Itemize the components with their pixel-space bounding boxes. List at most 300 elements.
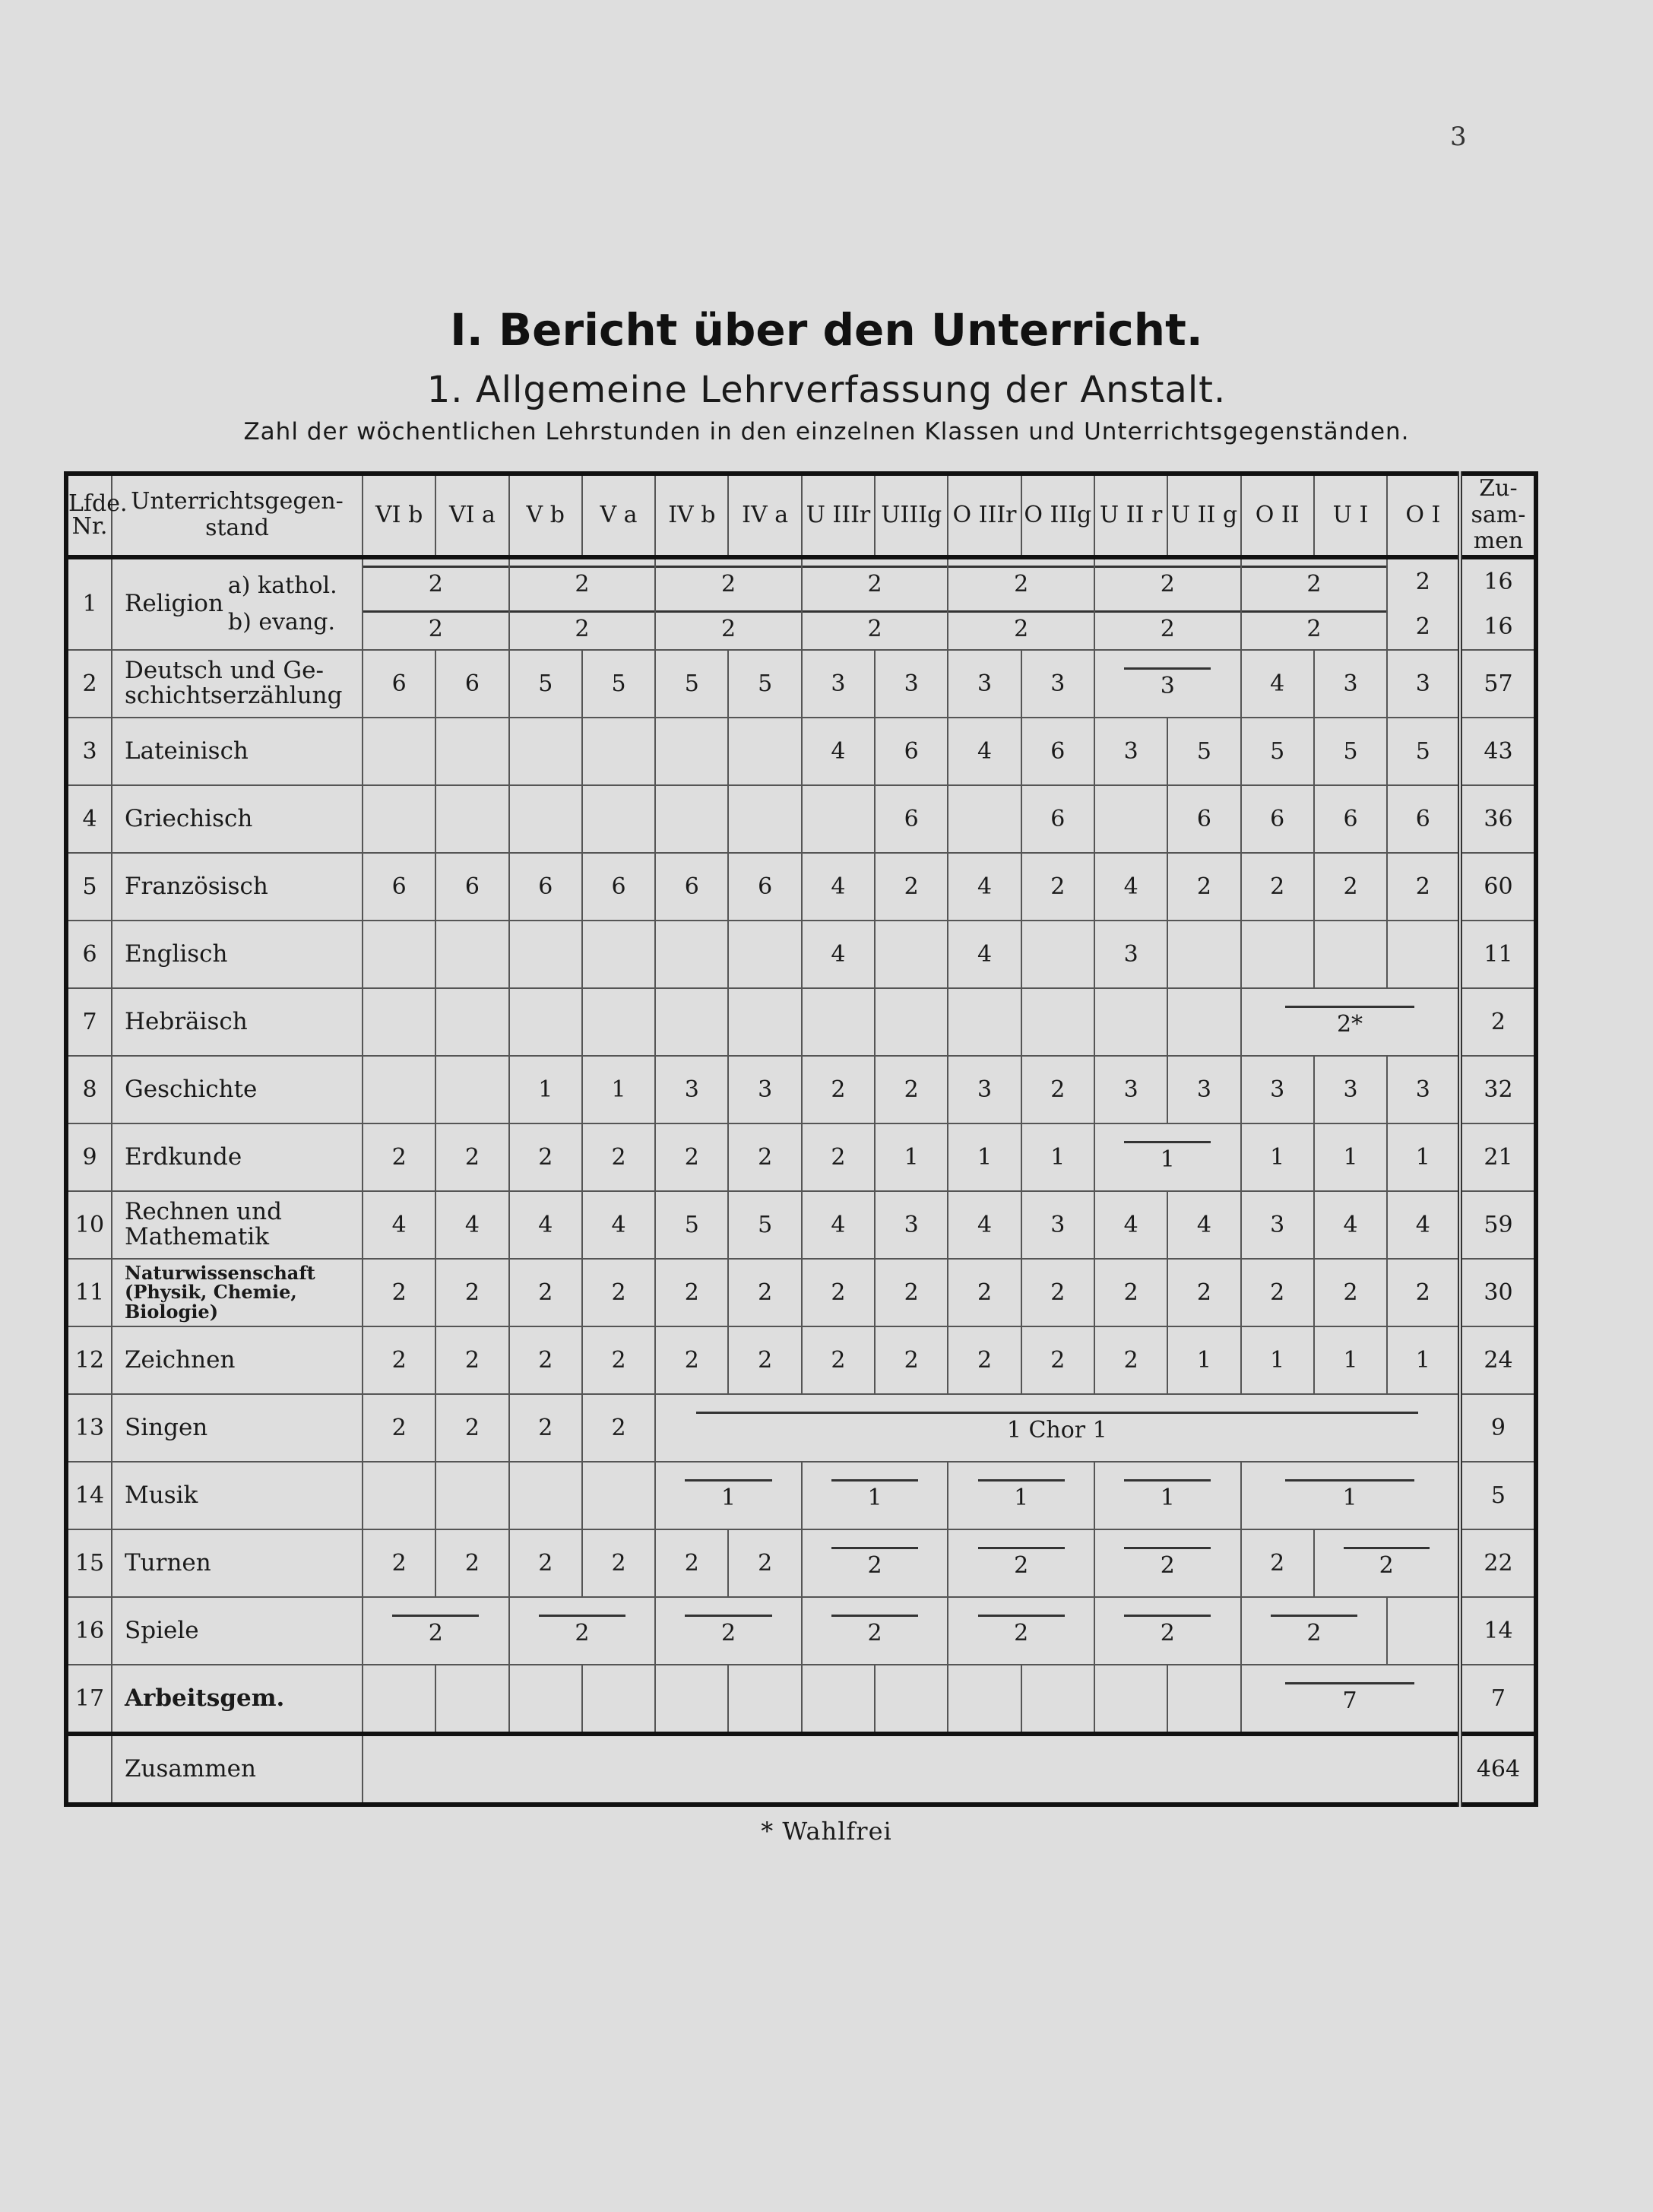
cell-value: 2 — [803, 566, 948, 597]
header-class: IV a — [728, 474, 801, 557]
table-row — [66, 1056, 1536, 1123]
cell-empty — [582, 785, 655, 853]
header-class: U IIIr — [802, 474, 875, 557]
cell-value — [1241, 1665, 1461, 1734]
cell-empty — [509, 785, 582, 853]
cell-value — [1094, 1123, 1241, 1191]
cell-value: 2 — [1021, 1326, 1094, 1394]
row-nr: 17 — [66, 1665, 112, 1734]
cell-empty — [509, 1665, 582, 1734]
cell-empty — [582, 1462, 655, 1529]
cell-empty — [655, 785, 728, 853]
cell-value — [948, 1462, 1094, 1529]
cell-value: 5 — [655, 1191, 728, 1259]
religion-option-b: b) evang. — [227, 608, 335, 635]
row-subject: Erdkunde — [112, 1123, 363, 1191]
cell-value: 2 — [1095, 566, 1240, 597]
cell-value: 3 — [1314, 650, 1387, 718]
header-class: O I — [1387, 474, 1460, 557]
row-nr: 4 — [66, 785, 112, 853]
cell-value: 2 — [435, 1259, 508, 1326]
cell-value: 2 — [1241, 1259, 1314, 1326]
cell-group — [948, 557, 1094, 650]
cell-value: 4 — [802, 853, 875, 921]
cell-value: 2 — [656, 566, 801, 597]
cell-empty — [655, 718, 728, 785]
table-row — [66, 1394, 1536, 1462]
row-nr: 1 — [66, 557, 112, 650]
cell-value: 2 — [1021, 853, 1094, 921]
sum-a: 16 — [1484, 568, 1513, 595]
cell-empty — [948, 785, 1021, 853]
cell-value: 2 — [802, 1123, 875, 1191]
cell-value: 2 — [509, 1123, 582, 1191]
cell-value: 4 — [802, 718, 875, 785]
cell-value: 4 — [948, 853, 1021, 921]
cell-value: 3 — [1387, 1056, 1460, 1123]
cell-value: 4 — [1314, 1191, 1387, 1259]
header-class: UIIIg — [875, 474, 948, 557]
row-sum: 24 — [1460, 1326, 1536, 1394]
footnote: * Wahlfrei — [761, 1817, 892, 1846]
brace-value: 2 — [978, 1547, 1065, 1579]
table-row — [66, 988, 1536, 1056]
cell-empty — [1094, 785, 1167, 853]
cell-value: 5 — [1241, 718, 1314, 785]
cell-value: 2 — [582, 1326, 655, 1394]
brace-value: 1 — [685, 1479, 771, 1511]
cell-value: 5 — [1314, 718, 1387, 785]
cell-value — [363, 1597, 509, 1665]
row-subject — [112, 557, 363, 650]
cell-value: 2 — [875, 853, 948, 921]
cell-value: 6 — [1021, 785, 1094, 853]
cell-empty — [875, 988, 948, 1056]
cell-value — [948, 1529, 1094, 1597]
cell-value: 5 — [582, 650, 655, 718]
row-nr: 3 — [66, 718, 112, 785]
row-subject: Singen — [112, 1394, 363, 1462]
cell-value: 2 — [510, 610, 655, 642]
row-nr: 13 — [66, 1394, 112, 1462]
cell-value: 3 — [875, 1191, 948, 1259]
cell-empty — [1021, 921, 1094, 988]
cell-value: 2 — [1167, 853, 1240, 921]
table-row — [66, 1326, 1536, 1394]
cell-value: 2 — [1242, 566, 1387, 597]
cell-value: 2 — [1021, 1056, 1094, 1123]
row-sum: 22 — [1460, 1529, 1536, 1597]
brace-value: 2 — [1124, 1547, 1211, 1579]
cell-value: 2 — [1314, 1259, 1387, 1326]
total-row — [66, 1734, 1536, 1805]
cell-value: 2 — [363, 1326, 435, 1394]
row-sum: 36 — [1460, 785, 1536, 853]
brace-value: 2 — [1344, 1547, 1430, 1579]
cell-value — [1094, 1597, 1241, 1665]
cell-empty — [1094, 1665, 1167, 1734]
row-subject: Griechisch — [112, 785, 363, 853]
cell-empty — [509, 1462, 582, 1529]
cell-value: 5 — [728, 1191, 801, 1259]
cell-group — [802, 557, 948, 650]
cell-empty — [655, 988, 728, 1056]
cell-value: 4 — [948, 1191, 1021, 1259]
header-class: O IIIg — [1021, 474, 1094, 557]
brace-value: 2 — [1271, 1615, 1357, 1646]
header-nr: Lfde. Nr. — [66, 474, 112, 557]
cell-value: 1 — [1387, 1123, 1460, 1191]
row-nr: 12 — [66, 1326, 112, 1394]
cell-value: 2 — [802, 1326, 875, 1394]
cell-empty — [728, 1665, 801, 1734]
header-class: O IIIr — [948, 474, 1021, 557]
row-subject: Naturwissenschaft (Physik, Chemie, Biologie) — [112, 1259, 363, 1326]
cell-value: 2 — [1241, 853, 1314, 921]
cell-group — [509, 557, 656, 650]
cell-empty — [1021, 1665, 1094, 1734]
cell-value: 2 — [728, 1123, 801, 1191]
religion-label: Religion — [125, 590, 223, 618]
cell-value: 2 — [1314, 853, 1387, 921]
row-subject: Geschichte — [112, 1056, 363, 1123]
cell-value: 6 — [363, 650, 435, 718]
cell-empty — [435, 1056, 508, 1123]
row-subject: Französisch — [112, 853, 363, 921]
row-nr: 8 — [66, 1056, 112, 1123]
cell-empty — [435, 1665, 508, 1734]
row-nr: 2 — [66, 650, 112, 718]
cell-value: 1 — [1314, 1326, 1387, 1394]
header-class: IV b — [655, 474, 728, 557]
row-nr: 6 — [66, 921, 112, 988]
header-class: U II g — [1167, 474, 1240, 557]
cell-value: 2 — [875, 1056, 948, 1123]
report-title: I. Bericht über den Unterricht. — [450, 304, 1203, 356]
cell-value: 2 — [435, 1394, 508, 1462]
cell-empty — [582, 718, 655, 785]
cell-value: 4 — [802, 1191, 875, 1259]
table-row — [66, 853, 1536, 921]
cell-value — [1241, 988, 1461, 1056]
cell-value: 6 — [875, 785, 948, 853]
cell-value: 2 — [1094, 1259, 1167, 1326]
cell-value: 2 — [509, 1529, 582, 1597]
cell-value: 2 — [803, 610, 948, 642]
row-subject: Zeichnen — [112, 1326, 363, 1394]
header-class: U I — [1314, 474, 1387, 557]
cell-value: 2 — [802, 1056, 875, 1123]
cell-value: 3 — [1094, 921, 1167, 988]
cell-empty — [1241, 921, 1314, 988]
cell-value — [1094, 1462, 1241, 1529]
cell-value: 3 — [1241, 1056, 1314, 1123]
cell-value — [1241, 1462, 1461, 1529]
row-nr: 5 — [66, 853, 112, 921]
cell-value: 4 — [509, 1191, 582, 1259]
row-sum: 5 — [1460, 1462, 1536, 1529]
cell-value: 2 — [435, 1326, 508, 1394]
header-class: U II r — [1094, 474, 1167, 557]
cell-empty — [1167, 921, 1240, 988]
cell-empty — [363, 785, 435, 853]
cell-value: 5 — [1387, 718, 1460, 785]
cell-empty — [1167, 1665, 1240, 1734]
brace-value: 2* — [1285, 1006, 1415, 1038]
row-nr: 9 — [66, 1123, 112, 1191]
brace-value: 1 — [1285, 1479, 1415, 1511]
sum-b: 16 — [1484, 613, 1513, 640]
cell-empty — [728, 988, 801, 1056]
cell-value: 4 — [1167, 1191, 1240, 1259]
cell-value — [655, 1597, 802, 1665]
cell-value: 3 — [1387, 650, 1460, 718]
cell-empty — [435, 785, 508, 853]
cell-value — [802, 1462, 948, 1529]
table-description: Zahl der wöchentlichen Lehrstunden in den einzelnen Klassen und Unterrichtsgegenständen. — [243, 418, 1410, 445]
cell-group — [655, 557, 802, 650]
cell-value: 2 — [1387, 853, 1460, 921]
brace-value: 1 — [1124, 1479, 1211, 1511]
header-class: VI a — [435, 474, 508, 557]
brace-value: 1 — [1124, 1141, 1211, 1173]
cell-empty — [582, 988, 655, 1056]
table-row — [66, 1191, 1536, 1259]
cell-value: 6 — [1387, 785, 1460, 853]
cell-value: 6 — [728, 853, 801, 921]
table-header-row — [66, 474, 1536, 557]
cell-value: 1 — [1241, 1123, 1314, 1191]
cell-value: 2 — [1095, 610, 1240, 642]
cell-empty — [802, 1665, 875, 1734]
cell-empty — [802, 988, 875, 1056]
table-row — [66, 557, 1536, 650]
row-subject: Lateinisch — [112, 718, 363, 785]
cell-empty — [509, 921, 582, 988]
brace-value: 3 — [1124, 667, 1211, 699]
cell-empty — [655, 1665, 728, 1734]
cell-empty — [1314, 921, 1387, 988]
row-sum: 2 — [1460, 988, 1536, 1056]
cell-value: 3 — [1094, 718, 1167, 785]
religion-option-a: a) kathol. — [227, 572, 337, 599]
cell-value: 2 — [728, 1529, 801, 1597]
cell-value: 3 — [1241, 1191, 1314, 1259]
row-sum: 9 — [1460, 1394, 1536, 1462]
row-nr: 10 — [66, 1191, 112, 1259]
table-row — [66, 718, 1536, 785]
row-sum: 43 — [1460, 718, 1536, 785]
row-subject: Englisch — [112, 921, 363, 988]
cell-value: 4 — [1387, 1191, 1460, 1259]
row-sum: 57 — [1460, 650, 1536, 718]
cell-value: 2 — [656, 610, 801, 642]
cell-value: 1 — [1387, 1326, 1460, 1394]
cell-value: 2 — [1387, 1259, 1460, 1326]
cell-empty — [728, 921, 801, 988]
header-class: V b — [509, 474, 582, 557]
cell-value: 6 — [435, 853, 508, 921]
row-sum: 21 — [1460, 1123, 1536, 1191]
cell-value: 5 — [1167, 718, 1240, 785]
cell-value: 6 — [582, 853, 655, 921]
table-row — [66, 921, 1536, 988]
table-row — [66, 1123, 1536, 1191]
cell-empty — [435, 1462, 508, 1529]
cell-group — [1094, 557, 1241, 650]
cell-value: 4 — [802, 921, 875, 988]
cell-group — [1387, 557, 1460, 650]
table-row — [66, 1462, 1536, 1529]
cell-value: 6 — [655, 853, 728, 921]
row-sum: 32 — [1460, 1056, 1536, 1123]
cell-empty — [948, 988, 1021, 1056]
cell-value: 2 — [1242, 610, 1387, 642]
header-sum: Zu-sam-men — [1460, 474, 1536, 557]
cell-value: 2 — [1415, 613, 1430, 640]
cell-value: 2 — [435, 1529, 508, 1597]
choir-span: 1 Chor 1 — [696, 1412, 1418, 1444]
cell-value: 5 — [728, 650, 801, 718]
brace-value: 2 — [1124, 1615, 1211, 1646]
brace-value: 7 — [1285, 1682, 1415, 1714]
cell-value: 2 — [509, 1259, 582, 1326]
cell-value: 2 — [363, 1394, 435, 1462]
row-sum: 7 — [1460, 1665, 1536, 1734]
cell-empty — [435, 718, 508, 785]
cell-value: 2 — [509, 1394, 582, 1462]
cell-value: 2 — [363, 1529, 435, 1597]
brace-value: 2 — [539, 1615, 625, 1646]
cell-value: 2 — [363, 1123, 435, 1191]
brace-value: 2 — [685, 1615, 771, 1646]
cell-empty — [363, 718, 435, 785]
cell-value: 2 — [510, 566, 655, 597]
cell-value: 2 — [875, 1259, 948, 1326]
row-nr: 16 — [66, 1597, 112, 1665]
cell-empty — [1021, 988, 1094, 1056]
cell-value: 4 — [582, 1191, 655, 1259]
cell-empty — [728, 718, 801, 785]
cell-value — [948, 1597, 1094, 1665]
row-subject: Turnen — [112, 1529, 363, 1597]
cell-value: 2 — [582, 1123, 655, 1191]
cell-value: 6 — [1241, 785, 1314, 853]
cell-empty — [363, 1462, 435, 1529]
table-row — [66, 785, 1536, 853]
cell-empty — [582, 921, 655, 988]
cell-value: 3 — [655, 1056, 728, 1123]
cell-value: 2 — [655, 1326, 728, 1394]
cell-value: 2 — [1415, 568, 1430, 595]
cell-empty — [435, 921, 508, 988]
cell-value: 1 — [1314, 1123, 1387, 1191]
cell-value: 2 — [948, 1326, 1021, 1394]
cell-empty — [363, 988, 435, 1056]
header-class: V a — [582, 474, 655, 557]
cell-empty — [948, 1665, 1021, 1734]
cell-value: 3 — [728, 1056, 801, 1123]
cell-empty — [875, 921, 948, 988]
cell-value — [655, 1462, 802, 1529]
cell-value: 6 — [1021, 718, 1094, 785]
cell-value: 2 — [582, 1529, 655, 1597]
cell-value: 4 — [948, 921, 1021, 988]
cell-value: 2 — [728, 1326, 801, 1394]
row-sum: 59 — [1460, 1191, 1536, 1259]
cell-empty — [363, 1056, 435, 1123]
cell-empty — [1167, 988, 1240, 1056]
brace-value: 2 — [978, 1615, 1065, 1646]
cell-value: 1 — [582, 1056, 655, 1123]
cell-value: 1 — [1167, 1326, 1240, 1394]
cell-value: 3 — [948, 1056, 1021, 1123]
row-nr: 15 — [66, 1529, 112, 1597]
total-sum: 464 — [1460, 1734, 1536, 1805]
header-subject: Unterrichtsgegen-stand — [112, 474, 363, 557]
row-subject: Hebräisch — [112, 988, 363, 1056]
cell-empty — [1094, 988, 1167, 1056]
cell-value: 2 — [875, 1326, 948, 1394]
cell-empty — [728, 785, 801, 853]
cell-value: 2 — [363, 1259, 435, 1326]
cell-value: 6 — [509, 853, 582, 921]
cell-empty — [802, 785, 875, 853]
cell-group — [1241, 557, 1388, 650]
table-row — [66, 650, 1536, 718]
cell-empty — [363, 1734, 1460, 1805]
cell-value: 2 — [948, 610, 1094, 642]
cell-value: 5 — [655, 650, 728, 718]
cell-empty — [66, 1734, 112, 1805]
row-nr: 7 — [66, 988, 112, 1056]
cell-value: 6 — [435, 650, 508, 718]
brace-value: 1 — [831, 1479, 918, 1511]
row-sum: 60 — [1460, 853, 1536, 921]
header-class: VI b — [363, 474, 435, 557]
section-subtitle: 1. Allgemeine Lehrverfassung der Anstalt. — [426, 369, 1227, 411]
cell-value: 4 — [1094, 1191, 1167, 1259]
table-row — [66, 1665, 1536, 1734]
cell-value: 4 — [948, 718, 1021, 785]
cell-value: 2 — [655, 1259, 728, 1326]
cell-value — [802, 1597, 948, 1665]
cell-value: 3 — [1167, 1056, 1240, 1123]
cell-empty — [875, 1665, 948, 1734]
brace-value: 2 — [831, 1615, 918, 1646]
cell-value: 2 — [1094, 1326, 1167, 1394]
cell-value: 2 — [582, 1259, 655, 1326]
cell-value: 3 — [1021, 650, 1094, 718]
row-nr: 11 — [66, 1259, 112, 1326]
cell-value: 1 — [1241, 1326, 1314, 1394]
cell-value: 2 — [509, 1326, 582, 1394]
cell-value: 2 — [655, 1123, 728, 1191]
cell-value — [1094, 650, 1241, 718]
cell-value: 2 — [435, 1123, 508, 1191]
table-row — [66, 1259, 1536, 1326]
cell-value: 3 — [1094, 1056, 1167, 1123]
cell-value: 2 — [728, 1259, 801, 1326]
cell-value: 6 — [1167, 785, 1240, 853]
cell-value — [1241, 1597, 1388, 1665]
row-subject: Musik — [112, 1462, 363, 1529]
cell-value: 3 — [875, 650, 948, 718]
row-subject: Spiele — [112, 1597, 363, 1665]
cell-value: 3 — [948, 650, 1021, 718]
cell-empty — [363, 921, 435, 988]
cell-value: 2 — [655, 1529, 728, 1597]
